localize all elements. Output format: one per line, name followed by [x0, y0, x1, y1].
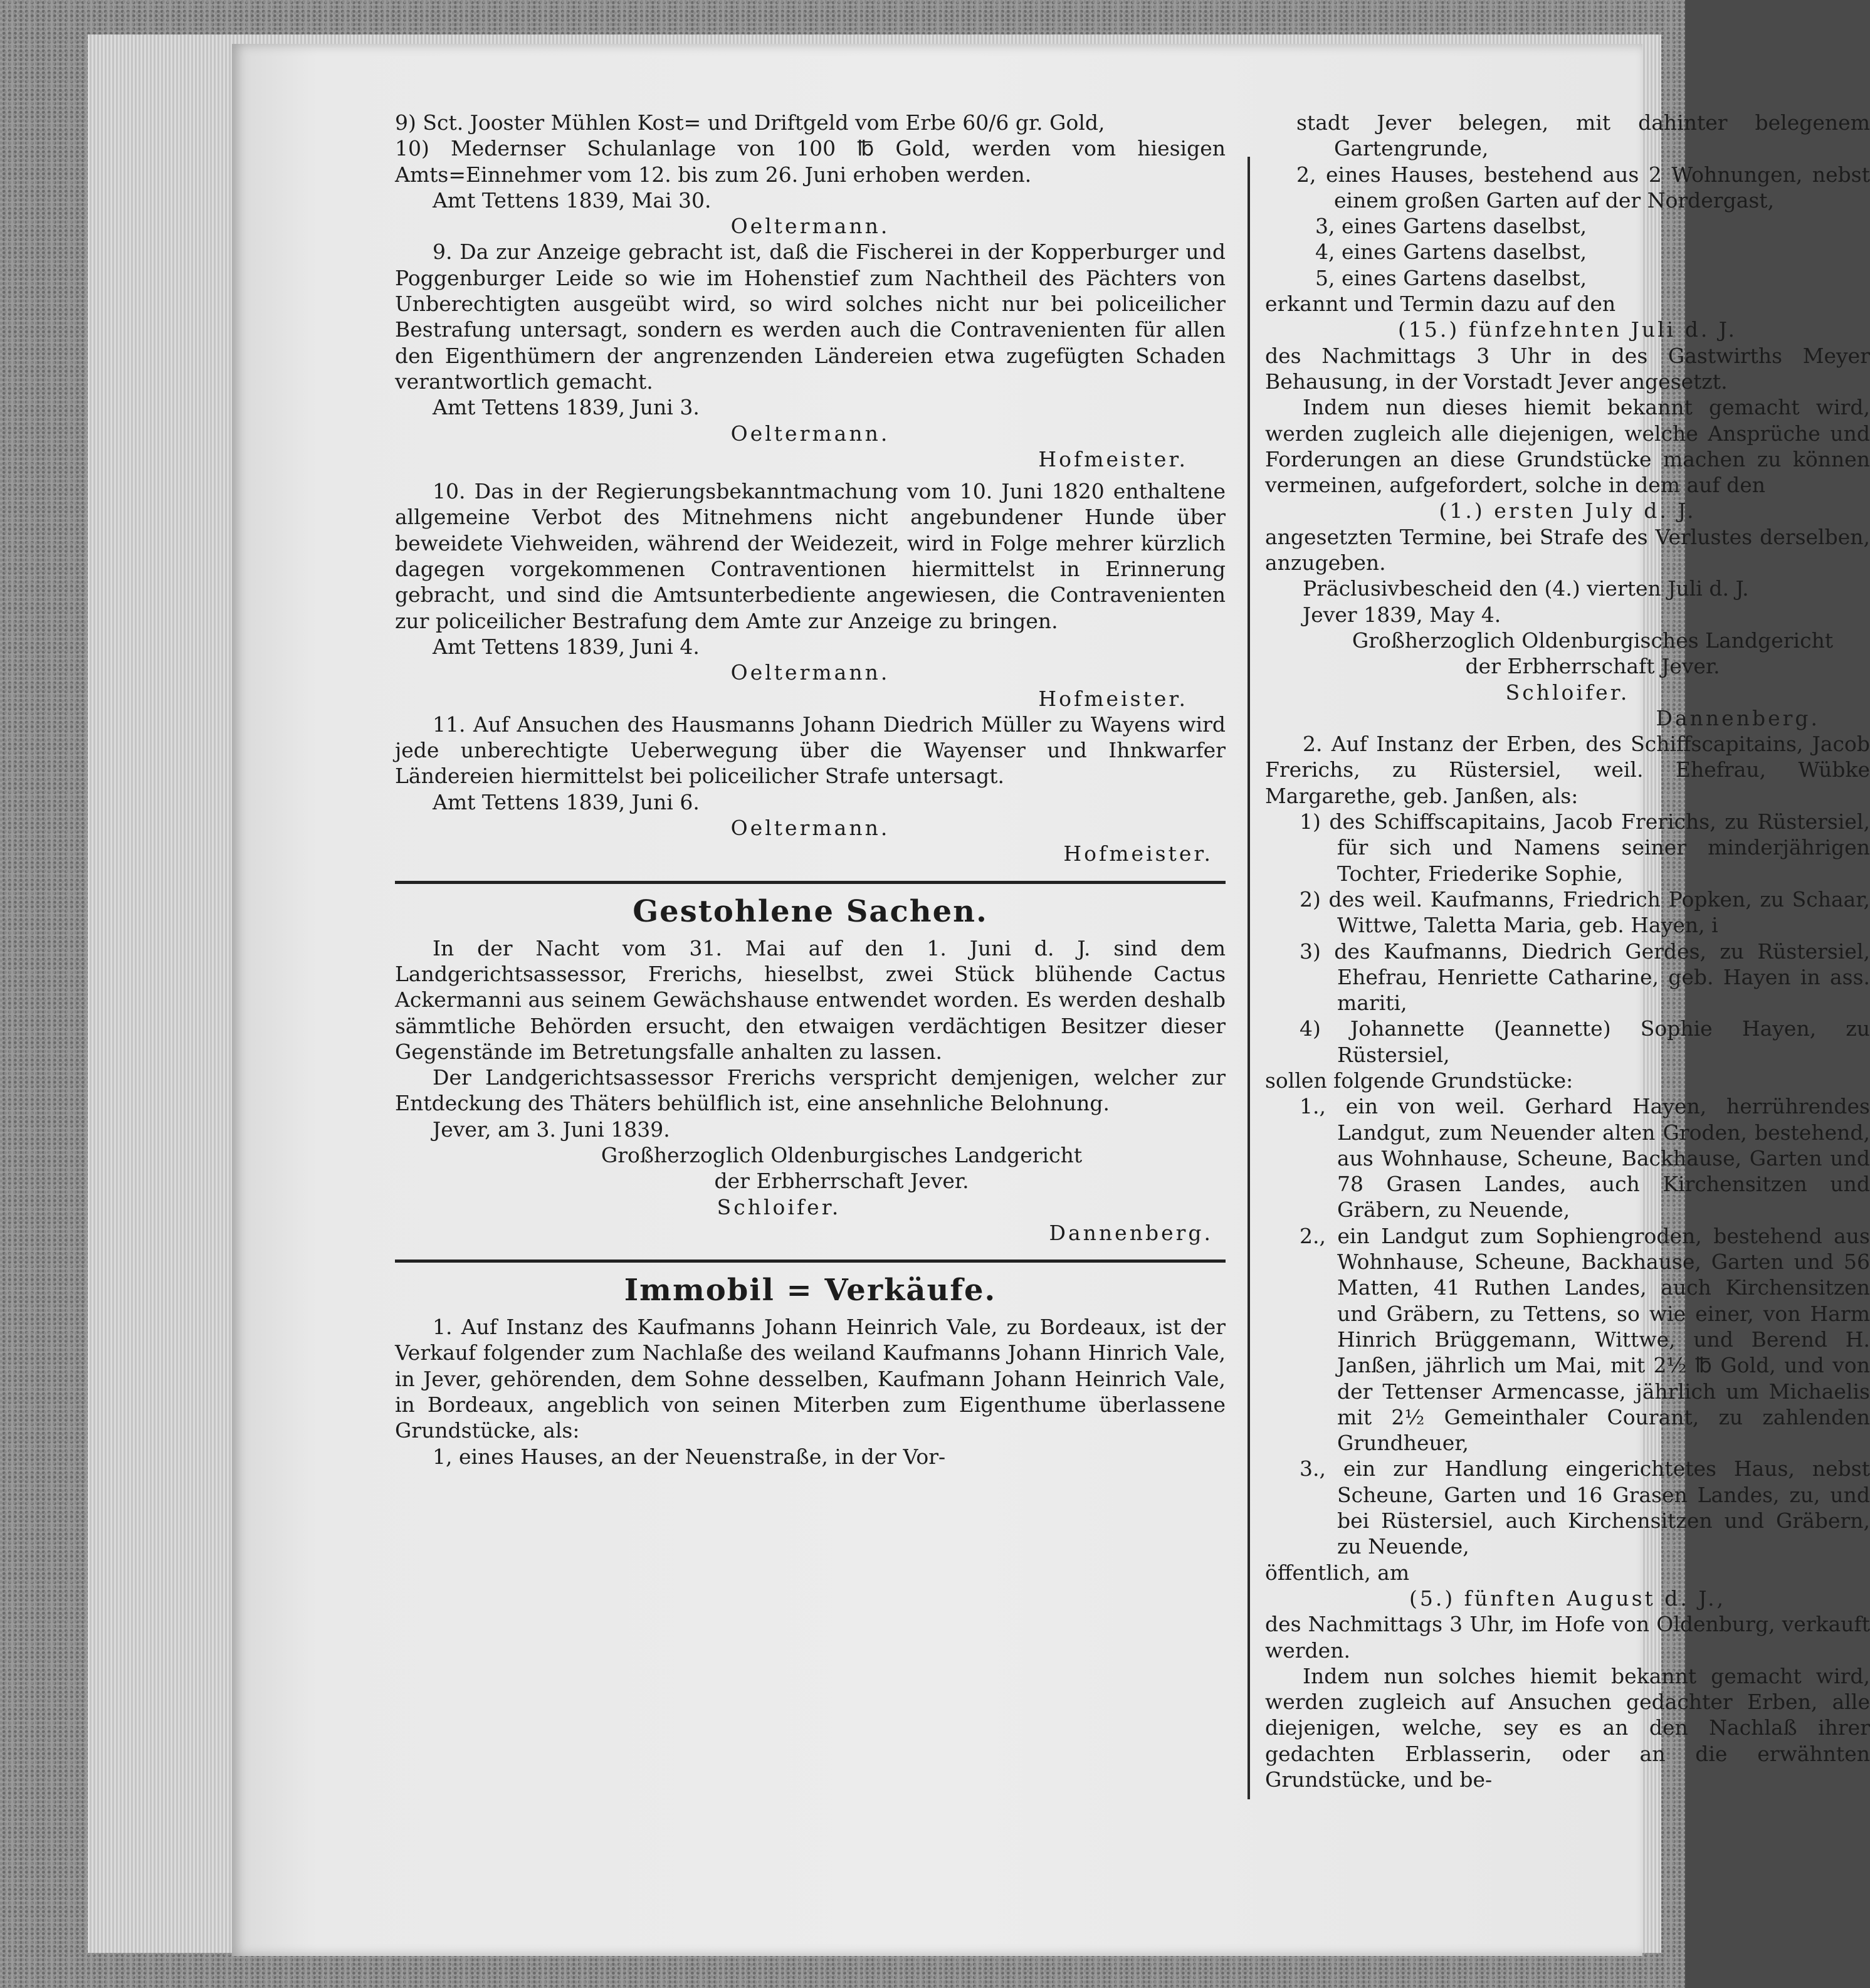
section-heading: Gestohlene Sachen. — [633, 893, 988, 929]
date-line: (5.) fünften August d. J., — [1409, 1586, 1726, 1611]
right-column — [1265, 110, 1870, 1792]
list-item: 3) des Kaufmanns, Diedrich Gerdes, zu Rüstersiel, Ehefrau, Henriette Catharine, geb. Hayen in ass. mariti, — [1300, 939, 1870, 1016]
notice-text: Präclusivbescheid den (4.) vierten Juli d. J. — [1303, 576, 1749, 601]
notice-text: 9. Da zur Anzeige gebracht ist, daß die Fischerei in der Kopperburger und Poggenburger Leide so wie im Hohenstief zum Nachtheil des Pächters von Unberechtigten ausgeübt wird, so wird solches nicht nur bei policeilicher Bestrafung untersagt, sondern es werden auch die Contravenienten für allen den Eigenthümern der angrenzenden Ländereien etwa zugefügten Schaden verantwortlich gemacht. — [395, 239, 1226, 394]
notice-text: Indem nun dieses hiemit bekannt gemacht wird, werden zugleich alle diejenigen, welche Ansprüche und Forderungen an diese Grundstücke machen zu können vermeinen, aufgefordert, solche in dem auf den — [1265, 395, 1870, 498]
date-line: Jever, am 3. Juni 1839. — [433, 1117, 670, 1142]
list-item: 2) des weil. Kaufmanns, Friedrich Popken, zu Schaar, Wittwe, Taletta Maria, geb. Hayen, i — [1300, 886, 1870, 938]
notice-text: 1. Auf Instanz des Kaufmanns Johann Heinrich Vale, zu Bordeaux, ist der Verkauf folgender zum Nachlaße des weiland Kaufmanns Johann Hinrich Vale, in Jever, gehörenden, dem Sohne desselben, Kaufmann Johann Heinrich Vale, in Bordeaux, angeblich von seinen Miterben zum Eigenthume überlassene Grundstücke, als: — [395, 1315, 1226, 1443]
signature: Großherzoglich Oldenburgisches Landgericht — [601, 1142, 1083, 1167]
date-line: Jever 1839, May 4. — [1303, 602, 1501, 627]
signature: Schloifer. — [717, 1194, 841, 1219]
notice-text: 9) Sct. Jooster Mühlen Kost= und Driftgeld vom Erbe 60/6 gr. Gold, — [395, 110, 1105, 135]
notice-text: Der Landgerichtsassessor Frerichs verspricht demjenigen, welcher zur Entdeckung des Thäters behülflich ist, eine ansehnliche Belohnung. — [395, 1065, 1226, 1116]
signature: Dannenberg. — [1656, 705, 1820, 730]
notice-text: 11. Auf Ansuchen des Hausmanns Johann Diedrich Müller zu Wayens wird jede unberechtigte Ueberwegung über die Wayenser und Ihnkwarfer Ländereien hiermittelst bei policeilicher Strafe untersagt. — [395, 712, 1226, 789]
date-line: Amt Tettens 1839, Juni 4. — [433, 634, 700, 659]
list-item: 3., ein zur Handlung eingerichtetes Haus, nebst Scheune, Garten und 16 Grasen Landes, zu, und bei Rüstersiel, auch Kirchensitzen und Gräbern, zu Neuende, — [1300, 1456, 1870, 1559]
list-item: 1, eines Hauses, an der Neuenstraße, in der Vor- — [433, 1444, 946, 1469]
list-item: 1., ein von weil. Gerhard Hayen, herrührendes Landgut, zum Neuender alten Groden, bestehend, aus Wohnhause, Scheune, Backhause, Garten und 78 Grasen Landes, auch Kirchensitzen und Gräbern, zu Neuende, — [1300, 1094, 1870, 1223]
section-heading: Immobil = Verkäufe. — [624, 1273, 997, 1308]
notice-text: des Nachmittags 3 Uhr, im Hofe von Oldenburg, verkauft werden. — [1265, 1612, 1870, 1663]
notice-text: angesetzten Termine, bei Strafe des Verlustes derselben, anzugeben. — [1265, 524, 1870, 576]
section-rule — [395, 1260, 1226, 1263]
notice-text: des Nachmittags 3 Uhr in des Gastwirths Meyer Behausung, in der Vorstadt Jever angesetzt. — [1265, 343, 1870, 394]
signature: Oeltermann. — [730, 214, 890, 239]
signature: Hofmeister. — [1038, 686, 1188, 711]
date-line: Amt Tettens 1839, Mai 30. — [433, 187, 712, 213]
notice-text: erkannt und Termin dazu auf den — [1265, 292, 1616, 317]
left-column — [395, 110, 1226, 1470]
date-line: (1.) ersten July d. J. — [1439, 498, 1696, 523]
date-line: (15.) fünfzehnten Juli d. J. — [1398, 317, 1737, 342]
date-line: Amt Tettens 1839, Juni 6. — [433, 789, 700, 814]
list-item: 2., ein Landgut zum Sophiengroden, bestehend aus Wohnhause, Scheune, Backhause, Garten und 56 Matten, 41 Ruthen Landes, auch Kirchensitzen und Gräbern, zu Tettens, so wie einer, von Harm Hinrich Brüggemann, Wittwe, und Berend H. Janßen, jährlich um Mai, mit 2½ ℔ Gold, und von der Tettenser Armencasse, jährlich um Michaelis mit 2½ Gemeinthaler Courant, zu zahlenden Grundheuer, — [1300, 1223, 1870, 1456]
notice-text: Indem nun solches hiemit bekannt gemacht wird, werden zugleich auf Ansuchen gedachter Erben, alle diejenigen, welche, sey es an den Nachlaß ihrer gedachten Erblasserin, oder an die erwähnten Grundstücke, und be- — [1265, 1663, 1870, 1792]
signature: Großherzoglich Oldenburgisches Landgericht — [1352, 628, 1834, 653]
date-line: Amt Tettens 1839, Juni 3. — [433, 395, 700, 420]
list-item: 5, eines Gartens daselbst, — [1315, 265, 1587, 290]
notice-text: öffentlich, am — [1265, 1560, 1410, 1585]
notice-text: 2. Auf Instanz der Erben, des Schiffscapitains, Jacob Frerichs, zu Rüstersiel, weil. Ehefrau, Wübke Margarethe, geb. Janßen, als: — [1265, 732, 1870, 808]
newspaper-page — [232, 44, 1870, 1956]
notice-text: sollen folgende Grundstücke: — [1265, 1068, 1573, 1093]
signature: Dannenberg. — [1049, 1220, 1213, 1245]
list-item: 4) Johannette (Jeannette) Sophie Hayen, zu Rüstersiel, — [1300, 1016, 1870, 1067]
list-item: 2, eines Hauses, bestehend aus 2 Wohnungen, nebst einem großen Garten auf der Nordergast, — [1296, 162, 1870, 213]
signature: Hofmeister. — [1038, 446, 1188, 471]
signature: Oeltermann. — [730, 660, 890, 685]
signature: Oeltermann. — [730, 816, 890, 841]
signature: der Erbherrschaft Jever. — [1465, 654, 1720, 679]
signature: Schloifer. — [1505, 680, 1630, 705]
section-rule — [395, 881, 1226, 884]
notice-text: 10) Medernser Schulanlage von 100 ℔ Gold, werden vom hiesigen Amts=Einnehmer vom 12. bis zum 26. Juni erhoben werden. — [395, 136, 1226, 187]
column-rule — [1248, 157, 1250, 1799]
list-item: 1) des Schiffscapitains, Jacob Frerichs, zu Rüstersiel, für sich und Namens seiner minderjährigen Tochter, Friederike Sophie, — [1300, 809, 1870, 886]
signature: Hofmeister. — [1063, 841, 1213, 866]
list-item: 3, eines Gartens daselbst, — [1315, 214, 1587, 239]
list-item: stadt Jever belegen, mit dahinter belegenem Gartengrunde, — [1296, 110, 1870, 161]
notice-text: In der Nacht vom 31. Mai auf den 1. Juni d. J. sind dem Landgerichtsassessor, Frerichs, hieselbst, zwei Stück blühende Cactus Ackermanni aus seinem Gewächshause entwendet worden. Es werden deshalb sämmtliche Behörden ersucht, den etwaigen verdächtigen Besitzer dieser Gegenstände im Betretungsfalle anhalten zu lassen. — [395, 935, 1226, 1064]
list-item: 4, eines Gartens daselbst, — [1315, 239, 1587, 265]
notice-text: 10. Das in der Regierungsbekanntmachung vom 10. Juni 1820 enthaltene allgemeine Verbot des Mitnehmens nicht angebundener Hunde über beweidete Viehweiden, während der Weidezeit, wird in Folge mehrer kürzlich dagegen vorgekommenen Contraventionen hiermittelst in Erinnerung gebracht, und sind die Amtsunterbediente angewiesen, die Contravenienten zur policeilicher Bestrafung dem Amte zur Anzeige zu bringen. — [395, 479, 1226, 633]
signature: Oeltermann. — [730, 421, 890, 446]
signature: der Erbherrschaft Jever. — [714, 1169, 969, 1194]
